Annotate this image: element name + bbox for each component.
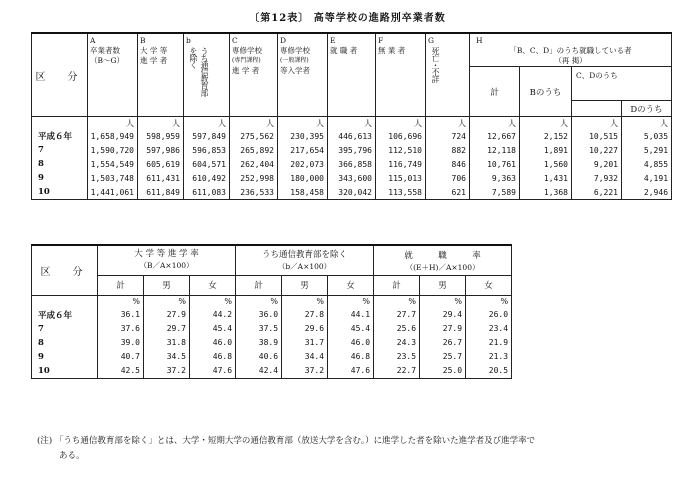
cell-bsub: 610,492 bbox=[184, 171, 230, 185]
cell-c: 252,998 bbox=[230, 171, 278, 185]
unit-label: % bbox=[98, 295, 144, 308]
advancement-rate-table: 区 分 大 学 等 進 学 率 （B／A×100） うち通信教育部を除く （b／A×100） 就 職 率 （(E＋H)／A×100） 計 男 女 計 男 女 計 男 女 % % % % % % % % % 平成６年 36.1 27.9 44.2 36.0 27.8 44.1 27.7 29.4 26.0 7 37.6 29.7 45.4 37.5 29.6 45.4 25.6 27.9 23.4 8 39.0 31.8 46.0 38.9 31.7 46.0 24.3 26.7 21.9 9 40.7 34.5 46.8 40.6 34.4 46.8 23.5 25.7 21.3 10 42.5 37.2 47.6 42.4 37.2 47.6 22.7 25.0 20.5 bbox=[31, 244, 512, 379]
table-row bbox=[32, 171, 672, 185]
rate-cell: 42.5 bbox=[98, 364, 144, 379]
rate-cell: 29.4 bbox=[420, 308, 466, 322]
rate-cell: 45.4 bbox=[190, 322, 236, 336]
header-h-among-cd: C、Dのうち bbox=[572, 67, 672, 101]
cell-b: 597,986 bbox=[138, 143, 184, 157]
graduates-by-destination-table: 区 分 A 卒業者数 （B～G） B 大 学 等 進 学 者 b うち通信教育部を除く C 専修学校 (専門課程) 進 学 者 D 専修学校 (一般課程) 等入学者 E 就 職 者 F 無 業 者 G 死亡・不詳 H 「B、C、D」のうち就職している者 （再 掲） 計 Bのうち C、Dのうち Dのうち 人 人 人 人 人 人 人 人 人 人 人 人 平成６年 1,658,949 598,959 597,849 275,562 230,395 446,613 106,696 724 12,667 2,152 10,515 5,035 7 1,590,720 597,986 596,853 265,892 217,654 395,796 112,510 882 12,118 1,891 10,227 5,291 8 1,554,549 605,619 604,571 262,404 202,073 366,858 116,749 846 10,761 1,560 9,201 4,855 9 1,503,748 611,431 610,492 252,998 180,000 343,600 115,013 706 9,363 1,431 7,932 4,191 10 1,441,061 611,849 611,083 236,533 158,458 320,042 113,558 621 7,589 1,368 6,221 2,946 bbox=[31, 32, 672, 200]
cell-e: 446,613 bbox=[328, 129, 376, 143]
cell-hd: 5,035 bbox=[622, 129, 672, 143]
cell-hcd: 10,515 bbox=[572, 129, 622, 143]
rate-cell: 38.9 bbox=[236, 336, 282, 350]
rate-cell: 44.2 bbox=[190, 308, 236, 322]
rate-cell: 23.4 bbox=[466, 322, 512, 336]
sub-female: 女 bbox=[328, 275, 374, 295]
cell-a: 1,503,748 bbox=[88, 171, 138, 185]
rate-cell: 25.7 bbox=[420, 350, 466, 364]
rate-cell: 31.8 bbox=[144, 336, 190, 350]
rate-cell: 27.8 bbox=[282, 308, 328, 322]
header-excluding-correspondence: b うち通信教育部を除く bbox=[184, 33, 230, 117]
cell-e: 366,858 bbox=[328, 157, 376, 171]
cell-hb: 2,152 bbox=[520, 129, 572, 143]
cell-d: 230,395 bbox=[278, 129, 328, 143]
table-row bbox=[32, 185, 672, 200]
cell-e: 343,600 bbox=[328, 171, 376, 185]
cell-f: 115,013 bbox=[376, 171, 426, 185]
cell-h: 12,667 bbox=[470, 129, 520, 143]
table-row bbox=[32, 143, 672, 157]
sub-total: 計 bbox=[98, 275, 144, 295]
rate-cell: 27.7 bbox=[374, 308, 420, 322]
row-label-header: 区 分 bbox=[32, 33, 88, 117]
cell-h: 9,363 bbox=[470, 171, 520, 185]
rate-cell: 42.4 bbox=[236, 364, 282, 379]
rate-cell: 45.4 bbox=[328, 322, 374, 336]
rate-cell: 22.7 bbox=[374, 364, 420, 379]
rate-cell: 34.4 bbox=[282, 350, 328, 364]
cell-bsub: 604,571 bbox=[184, 157, 230, 171]
page-title: 〔第12表〕 高等学校の進路別卒業者数 bbox=[249, 13, 446, 24]
rate-cell: 31.7 bbox=[282, 336, 328, 350]
cell-a: 1,554,549 bbox=[88, 157, 138, 171]
header-h-total: 計 bbox=[470, 67, 520, 117]
rate-cell: 27.9 bbox=[144, 308, 190, 322]
row-year: 8 bbox=[32, 336, 98, 350]
rate-cell: 21.3 bbox=[466, 350, 512, 364]
cell-bsub: 596,853 bbox=[184, 143, 230, 157]
rate-cell: 36.1 bbox=[98, 308, 144, 322]
cell-hd: 5,291 bbox=[622, 143, 672, 157]
rate-cell: 20.5 bbox=[466, 364, 512, 379]
rate-cell: 39.0 bbox=[98, 336, 144, 350]
cell-e: 395,796 bbox=[328, 143, 376, 157]
rate-cell: 21.9 bbox=[466, 336, 512, 350]
header-deceased-unknown: G 死亡・不詳 bbox=[426, 33, 470, 117]
rate-cell: 25.6 bbox=[374, 322, 420, 336]
rate-cell: 46.8 bbox=[328, 350, 374, 364]
cell-f: 113,558 bbox=[376, 185, 426, 200]
sub-total: 計 bbox=[374, 275, 420, 295]
sub-male: 男 bbox=[282, 275, 328, 295]
cell-c: 275,562 bbox=[230, 129, 278, 143]
rate-cell: 34.5 bbox=[144, 350, 190, 364]
cell-h: 7,589 bbox=[470, 185, 520, 200]
rate-cell: 47.6 bbox=[190, 364, 236, 379]
sub-male: 男 bbox=[144, 275, 190, 295]
cell-hd: 2,946 bbox=[622, 185, 672, 200]
rate-cell: 26.7 bbox=[420, 336, 466, 350]
cell-b: 611,431 bbox=[138, 171, 184, 185]
cell-d: 202,073 bbox=[278, 157, 328, 171]
rate-cell: 40.7 bbox=[98, 350, 144, 364]
cell-b: 605,619 bbox=[138, 157, 184, 171]
row-year: 平成６年 bbox=[32, 129, 88, 143]
row-year: 平成６年 bbox=[32, 308, 98, 322]
rate-cell: 37.5 bbox=[236, 322, 282, 336]
cell-e: 320,042 bbox=[328, 185, 376, 200]
header-excluding-correspondence-rate: うち通信教育部を除く （b／A×100） bbox=[236, 245, 374, 275]
cell-d: 180,000 bbox=[278, 171, 328, 185]
header-university-entrants: B 大 学 等 進 学 者 bbox=[138, 33, 184, 117]
cell-hcd: 10,227 bbox=[572, 143, 622, 157]
cell-a: 1,590,720 bbox=[88, 143, 138, 157]
footnote: (注) 「うち通信教育部を除く」とは、大学・短期大学の通信教育部（放送大学を含む。）に進学した者を除いた進学者及び進学率で ある。 bbox=[37, 436, 536, 461]
cell-hb: 1,891 bbox=[520, 143, 572, 157]
header-h-among-b: Bのうち bbox=[520, 67, 572, 117]
cell-b: 611,849 bbox=[138, 185, 184, 200]
cell-bsub: 611,083 bbox=[184, 185, 230, 200]
cell-g: 724 bbox=[426, 129, 470, 143]
table-row bbox=[32, 157, 672, 171]
header-employed: E 就 職 者 bbox=[328, 33, 376, 117]
row-year: 10 bbox=[32, 185, 88, 200]
table-row bbox=[32, 129, 672, 143]
cell-c: 262,404 bbox=[230, 157, 278, 171]
header-employment-rate: 就 職 率 （(E＋H)／A×100） bbox=[374, 245, 512, 275]
cell-c: 265,892 bbox=[230, 143, 278, 157]
rate-cell: 46.0 bbox=[190, 336, 236, 350]
header-h-among-d: Dのうち bbox=[622, 101, 672, 117]
header-employed-among-bcd: H 「B、C、D」のうち就職している者 （再 掲） bbox=[470, 33, 672, 67]
row-year: 8 bbox=[32, 157, 88, 171]
rate-cell: 37.2 bbox=[282, 364, 328, 379]
row-year: 9 bbox=[32, 171, 88, 185]
table-row bbox=[32, 350, 512, 364]
cell-g: 846 bbox=[426, 157, 470, 171]
rate-cell: 47.6 bbox=[328, 364, 374, 379]
sub-total: 計 bbox=[236, 275, 282, 295]
cell-g: 882 bbox=[426, 143, 470, 157]
table-row bbox=[32, 336, 512, 350]
rate-cell: 40.6 bbox=[236, 350, 282, 364]
sub-female: 女 bbox=[466, 275, 512, 295]
header-graduates: A 卒業者数 （B～G） bbox=[88, 33, 138, 117]
cell-hd: 4,855 bbox=[622, 157, 672, 171]
cell-hcd: 6,221 bbox=[572, 185, 622, 200]
sub-female: 女 bbox=[190, 275, 236, 295]
header-special-training-general: D 専修学校 (一般課程) 等入学者 bbox=[278, 33, 328, 117]
cell-a: 1,658,949 bbox=[88, 129, 138, 143]
table-row bbox=[32, 364, 512, 379]
row-label-header: 区 分 bbox=[32, 245, 98, 295]
cell-hd: 4,191 bbox=[622, 171, 672, 185]
cell-f: 116,749 bbox=[376, 157, 426, 171]
rate-cell: 46.0 bbox=[328, 336, 374, 350]
cell-c: 236,533 bbox=[230, 185, 278, 200]
rate-cell: 46.8 bbox=[190, 350, 236, 364]
cell-hcd: 9,201 bbox=[572, 157, 622, 171]
rate-cell: 26.0 bbox=[466, 308, 512, 322]
cell-f: 106,696 bbox=[376, 129, 426, 143]
rate-cell: 27.9 bbox=[420, 322, 466, 336]
rate-cell: 29.7 bbox=[144, 322, 190, 336]
rate-cell: 29.6 bbox=[282, 322, 328, 336]
cell-d: 158,458 bbox=[278, 185, 328, 200]
cell-g: 706 bbox=[426, 171, 470, 185]
header-university-rate: 大 学 等 進 学 率 （B／A×100） bbox=[98, 245, 236, 275]
cell-hcd: 7,932 bbox=[572, 171, 622, 185]
rate-cell: 37.6 bbox=[98, 322, 144, 336]
header-special-training-professional: C 専修学校 (専門課程) 進 学 者 bbox=[230, 33, 278, 117]
row-year: 7 bbox=[32, 143, 88, 157]
rate-cell: 44.1 bbox=[328, 308, 374, 322]
cell-hb: 1,431 bbox=[520, 171, 572, 185]
header-unemployed: F 無 業 者 bbox=[376, 33, 426, 117]
row-year: 9 bbox=[32, 350, 98, 364]
rate-cell: 36.0 bbox=[236, 308, 282, 322]
rate-cell: 37.2 bbox=[144, 364, 190, 379]
rate-cell: 25.0 bbox=[420, 364, 466, 379]
cell-bsub: 597,849 bbox=[184, 129, 230, 143]
cell-h: 10,761 bbox=[470, 157, 520, 171]
cell-hb: 1,560 bbox=[520, 157, 572, 171]
rate-cell: 23.5 bbox=[374, 350, 420, 364]
cell-d: 217,654 bbox=[278, 143, 328, 157]
cell-h: 12,118 bbox=[470, 143, 520, 157]
cell-a: 1,441,061 bbox=[88, 185, 138, 200]
table-row bbox=[32, 322, 512, 336]
cell-b: 598,959 bbox=[138, 129, 184, 143]
cell-hb: 1,368 bbox=[520, 185, 572, 200]
sub-male: 男 bbox=[420, 275, 466, 295]
cell-f: 112,510 bbox=[376, 143, 426, 157]
row-year: 7 bbox=[32, 322, 98, 336]
unit-label: 人 bbox=[88, 117, 138, 130]
table-row bbox=[32, 308, 512, 322]
rate-cell: 24.3 bbox=[374, 336, 420, 350]
cell-g: 621 bbox=[426, 185, 470, 200]
row-year: 10 bbox=[32, 364, 98, 379]
